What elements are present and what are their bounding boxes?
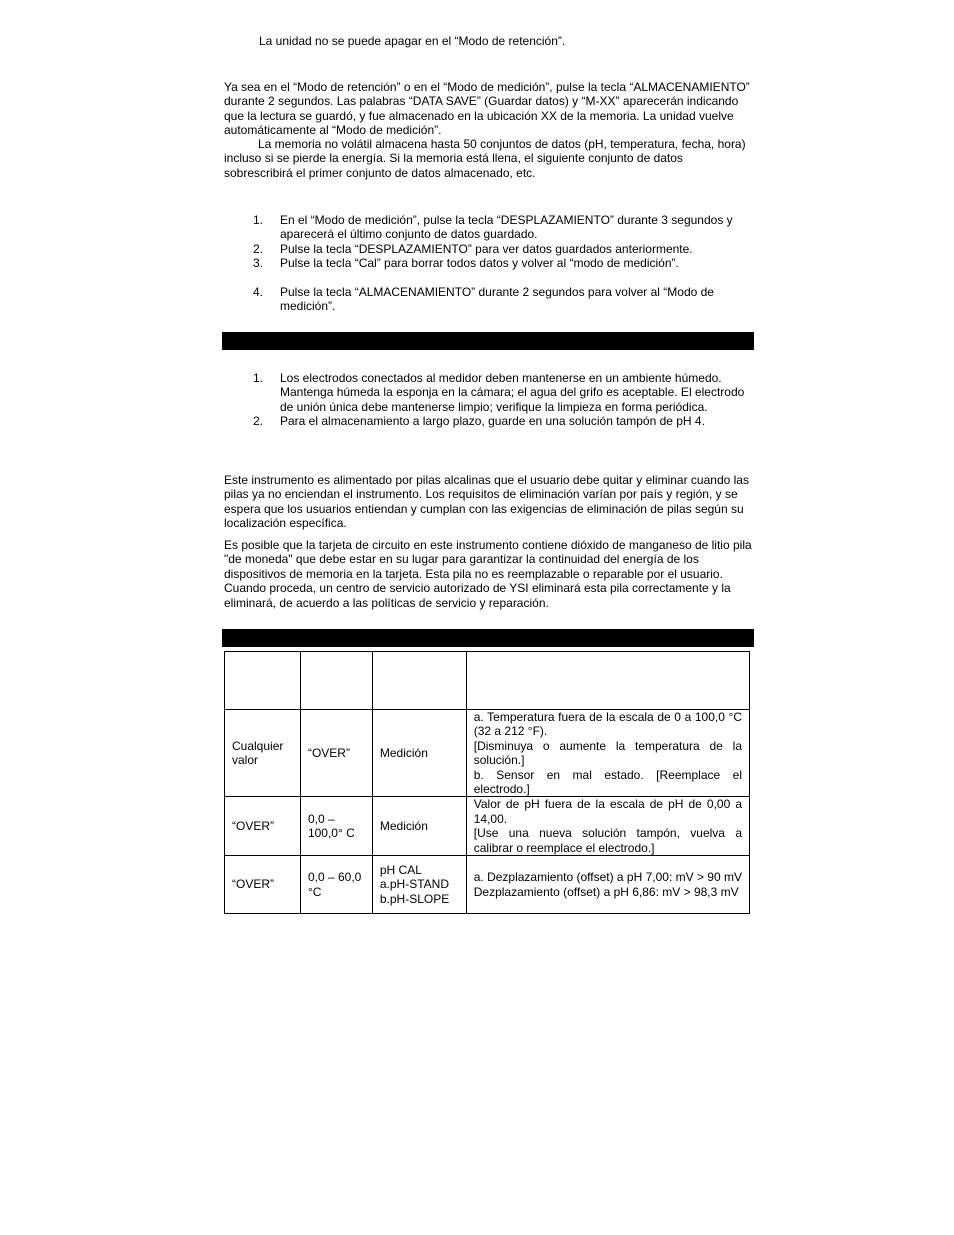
hold-mode-note: La unidad no se puede apagar en el “Modo de retención”.: [259, 34, 566, 48]
cell-line: a.pH-STAND: [379, 877, 449, 892]
recall-steps-list: [224, 213, 754, 313]
table-header-cell: [372, 652, 466, 710]
table-row: [225, 797, 750, 856]
memory-paragraph: La memoria no volátil almacena hasta 50 conjuntos de datos (pH, temperatura, fecha, hora) incluso si se pierde la energía. Si la memoria está llena, el siguiente conjunto de datos sobrescribirá el primer conjunto de datos almacenado, etc.: [224, 137, 746, 180]
storage-steps-list: [224, 371, 754, 429]
list-number: 2.: [253, 414, 264, 429]
table-cell: [372, 856, 466, 914]
cell-line: [Use una nueva solución tampón, vuelva a calibrar o reemplace el electrodo.]: [473, 826, 742, 855]
cell-line: b.pH-SLOPE: [379, 891, 450, 906]
table-cell: Cualquier valor: [225, 710, 301, 797]
list-number: 1.: [253, 213, 264, 227]
list-item: [224, 414, 754, 428]
table-cell: [466, 856, 749, 914]
table-header-cell: [466, 652, 749, 710]
section-heading-bar: [222, 332, 754, 350]
list-number: 1.: [253, 371, 264, 385]
table-cell: “OVER”: [225, 797, 301, 856]
list-text: En el “Modo de medición”, pulse la tecla “DESPLAZAMIENTO” durante 3 segundos y aparecerá el último conjunto de datos guardado.: [280, 213, 733, 242]
table-header-row: [225, 652, 750, 710]
cell-line: Valor de pH fuera de la escala de pH de 0,00 a 14,00.: [473, 797, 742, 826]
section-heading-bar: [222, 629, 754, 647]
table-cell: 0,0 – 100,0° C: [300, 797, 372, 856]
data-save-paragraph: Ya sea en el “Modo de retención” o en el “Modo de medición”, pulse la tecla “ALMACENAMIENTO” durante 2 segundos. Las palabras “DATA SAVE” (Guardar datos) y “M-XX” aparecerán indicando que la lectura se guardó, y fue almacenado en la ubicación XX de la memoria. La unidad vuelve automáticamente al “Modo de medición”.: [224, 80, 750, 138]
coin-cell-paragraph: Es posible que la tarjeta de circuito en este instrumento contiene dióxido de manganeso de litio pila "de moneda" que debe estar en su lugar para garantizar la continuidad del energía de los dispositivos de memoria en la tarjeta. Esta pila no es reemplazable o reparable por el usuario. Cuando proceda, un centro de servicio autorizado de YSI eliminará esta pila correctamente y la eliminará, de acuerdo a las políticas de servicio y reparación.: [224, 538, 752, 610]
list-text: Los electrodos conectados al medidor deben mantenerse en un ambiente húmedo. Mantenga húmeda la esponja en la cámara; el agua del grifo es aceptable. El electrodo de unión única debe mantenerse limpio; verifique la limpieza en forma periódica.: [280, 371, 745, 414]
cell-line: a. Dezplazamiento (offset) a pH 7,00: mV > 90 mV: [473, 870, 742, 885]
list-text: Pulse la tecla “Cal” para borrar todos datos y volver al “modo de medición”.: [280, 256, 679, 271]
table-cell: Medición: [372, 797, 466, 856]
table-cell: “OVER”: [225, 856, 301, 914]
list-item: [224, 242, 754, 256]
list-text: Pulse la tecla “DESPLAZAMIENTO” para ver datos guardados anteriormente.: [280, 241, 693, 256]
table-header-cell: [225, 652, 301, 710]
list-item: [224, 285, 754, 314]
list-text: Para el almacenamiento a largo plazo, guarde en una solución tampón de pH 4.: [280, 414, 705, 429]
table-header-cell: [300, 652, 372, 710]
table-cell: [466, 710, 749, 797]
table-cell: “OVER”: [300, 710, 372, 797]
cell-line: b. Sensor en mal estado. [Reemplace el electrodo.]: [473, 767, 742, 797]
table-cell: Medición: [372, 710, 466, 797]
list-item: [224, 213, 754, 242]
cell-line: pH CAL: [379, 862, 422, 877]
list-text: Pulse la tecla “ALMACENAMIENTO” durante 2 segundos para volver al “Modo de medición”.: [280, 284, 714, 314]
cell-line: Dezplazamiento (offset) a pH 6,86: mV > 98,3 mV: [473, 884, 739, 899]
table-cell: 0,0 – 60,0 °C: [300, 856, 372, 914]
table-row: [225, 710, 750, 797]
list-item: [224, 256, 754, 270]
error-codes-table: [224, 651, 750, 914]
list-number: 4.: [253, 284, 264, 299]
table-row: [225, 856, 750, 914]
list-number: 3.: [253, 256, 264, 271]
cell-line: [Disminuya o aumente la temperatura de la solución.]: [473, 738, 742, 768]
table-cell: [466, 797, 749, 856]
battery-paragraph: Este instrumento es alimentado por pilas alcalinas que el usuario debe quitar y eliminar cuando las pilas ya no enciendan el instrumento. Los requisitos de eliminación varían por país y región, y se espera que los usuarios entiendan y cumplan con las exigencias de eliminación de pilas según su localización específica.: [224, 473, 749, 531]
list-number: 2.: [253, 241, 264, 256]
cell-line: a. Temperatura fuera de la escala de 0 a 100,0 °C (32 a 212 °F).: [473, 710, 742, 739]
list-item: [224, 371, 754, 414]
